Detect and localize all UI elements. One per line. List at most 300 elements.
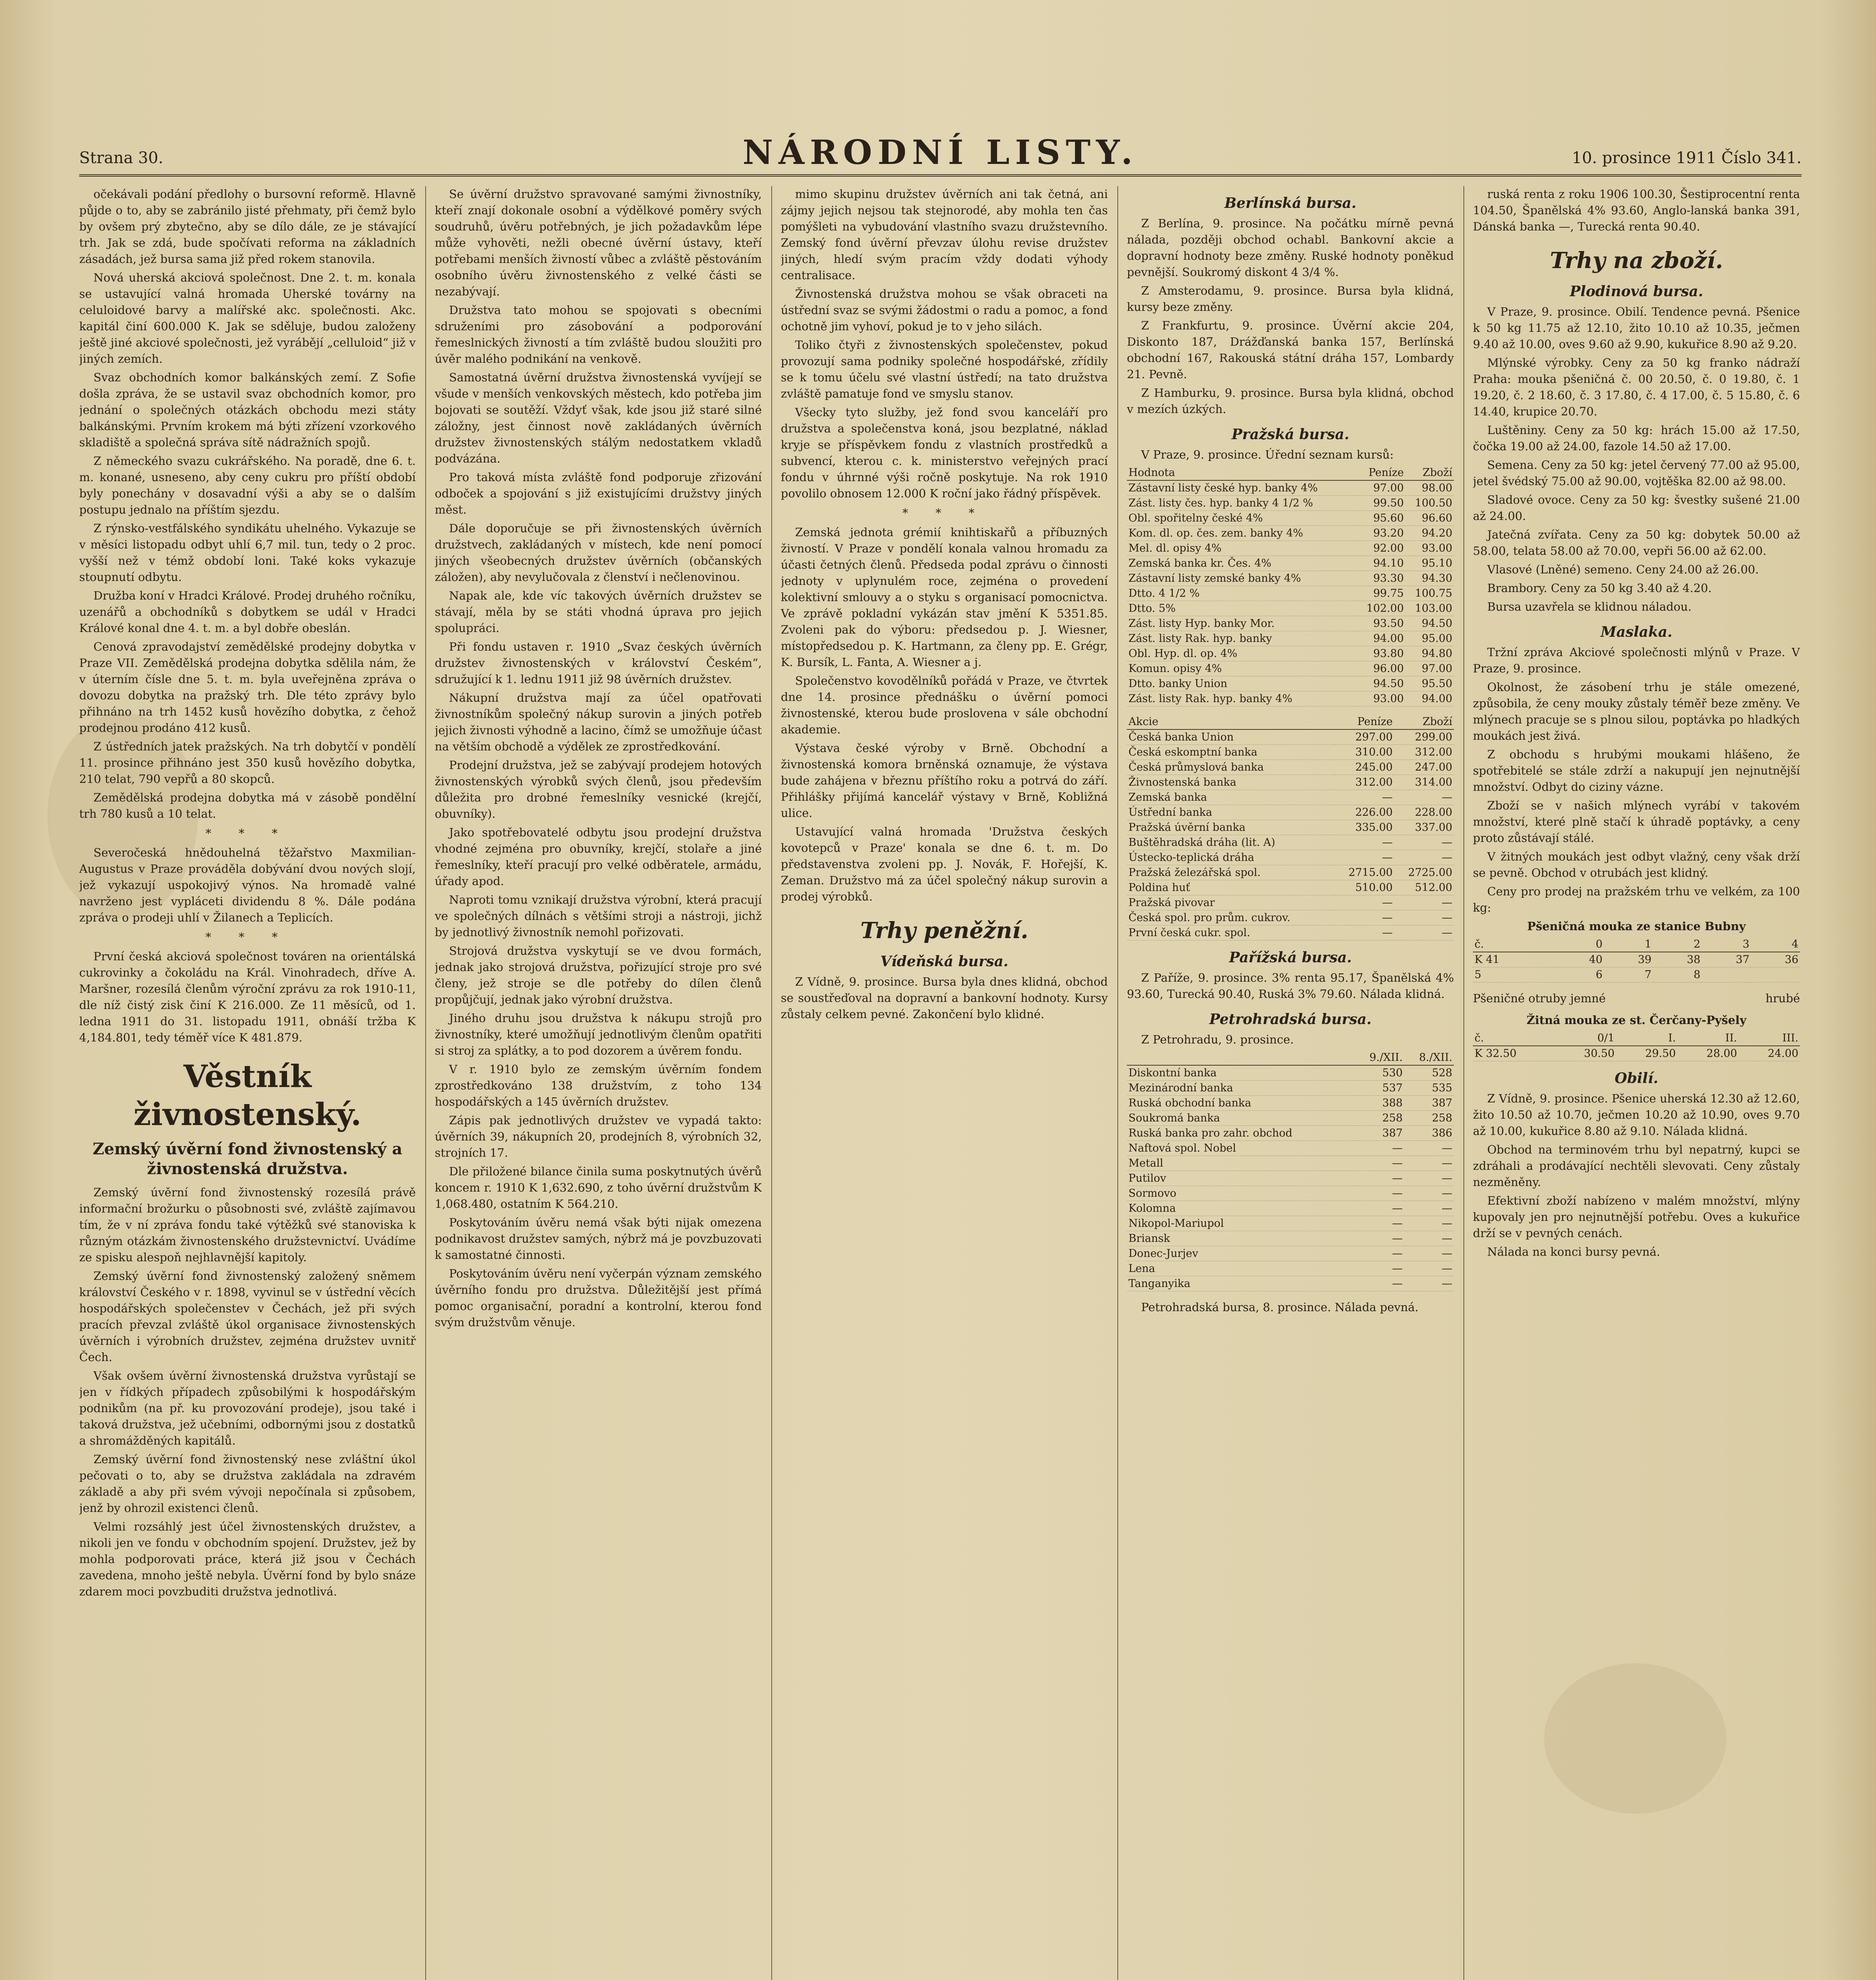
article-paragraph: Z obchodu s hrubými moukami hlášeno, že spotřebitelé se stále zdrží a nakupují jen nejnutnější množství. Odbyt do ciziny vázne. xyxy=(1473,748,1800,794)
table-cell: 94.80 xyxy=(1405,646,1454,661)
column-4 xyxy=(1127,186,1454,1980)
bond-quotes-table xyxy=(1127,465,1454,706)
quote-row xyxy=(1127,496,1454,511)
table-cell: — xyxy=(1404,1261,1454,1276)
table-cell: 100.50 xyxy=(1405,496,1454,511)
table-cell: 28.00 xyxy=(1677,1046,1739,1061)
table-cell: 299.00 xyxy=(1394,729,1454,745)
quote-row xyxy=(1127,1201,1454,1216)
table-header: Zboží xyxy=(1394,714,1454,729)
table-cell: 38 xyxy=(1653,952,1702,967)
quote-row xyxy=(1127,691,1454,706)
table-cell: — xyxy=(1394,895,1454,910)
table-header: Hodnota xyxy=(1127,465,1357,480)
table-cell: 247.00 xyxy=(1394,760,1454,775)
table-cell: Donec-Jurjev xyxy=(1127,1246,1355,1261)
table-cell: — xyxy=(1355,1246,1404,1261)
table-cell: Metall xyxy=(1127,1156,1355,1171)
table-cell: Obl. Hyp. dl. op. 4% xyxy=(1127,646,1357,661)
table-header: Peníze xyxy=(1335,714,1395,729)
table-cell: 93.50 xyxy=(1357,616,1405,631)
wheat-flour-table xyxy=(1473,937,1800,982)
quote-row xyxy=(1127,1261,1454,1276)
quote-row xyxy=(1127,1171,1454,1186)
money-markets-title: Trhy peněžní. xyxy=(860,918,1029,944)
article-paragraph: Z Frankfurtu, 9. prosince. Úvěrní akcie 204, Diskonto 187, Drážďanská banka 157, Berlínská obchodní 167, Rakouská státní dráha 157, Lombardy 21. Pevně. xyxy=(1127,319,1454,381)
table-header: 3 xyxy=(1702,937,1751,952)
prague-exchange-title: Pražská bursa. xyxy=(1231,426,1349,443)
bran-row xyxy=(1473,990,1800,1007)
rye-flour-table xyxy=(1473,1031,1800,1061)
table-cell: — xyxy=(1404,1156,1454,1171)
article-paragraph: Dále doporučuje se při živnostenských úvěrních družstvech, zakládaných v místech, kde není pomocí jiných všeobecných družstev úvěrních (občanských záložen), aby nevylučovala z členství i nečlenovinou. xyxy=(435,522,762,584)
table-cell: — xyxy=(1355,1216,1404,1231)
table-cell: 2725.00 xyxy=(1394,865,1454,880)
table-cell: 8 xyxy=(1653,967,1702,982)
table-cell: — xyxy=(1355,1261,1404,1276)
article-paragraph: očekávali podání předlohy o bursovní reformě. Hlavně půjde o to, aby se zabránilo jisté přehmaty, při čemž bylo by ovšem prý zbytečno, aby se dílo dále, ze je stávající trh. Jak se zdá, bude spočívati reforma na základních zásadách, jež bursa sama již před rokem stanovila. xyxy=(79,187,416,266)
quote-row xyxy=(1127,1156,1454,1171)
table-cell: Putilov xyxy=(1127,1171,1355,1186)
table-cell: 30.50 xyxy=(1555,1046,1616,1061)
article-paragraph: Z rýnsko-vestfálského syndikátu uhelného. Vykazuje se v měsíci listopadu odbyt uhlí 6,7 mil. tun, tedy o 2 proc. vyšší než v témž období loni. Také koks vykazuje stoupnutí odbytu. xyxy=(79,522,416,584)
quote-row xyxy=(1127,729,1454,745)
quote-row xyxy=(1127,661,1454,676)
section-subtitle: Zemský úvěrní fond živnostenský a živnostenská družstva. xyxy=(92,1140,403,1178)
table-cell: Sormovo xyxy=(1127,1186,1355,1201)
notice-paragraph: První česká akciová společnost továren na orientálská cukrovinky a čokoládu na Král. Vinohradech, dříve A. Maršner, rozesílá členům výroční zprávu za rok 1910-11, dle níž čistý zisk činí K 216.000. Ze 11 měsíců, od 1. ledna 1911 do 31. listopadu 1911, obnáší tržba K 4,184.801, tedy téměř více K 481.879. xyxy=(79,950,416,1044)
article-paragraph: Naproti tomu vznikají družstva výrobní, která pracují ve společných dílnách s většími stroji a nástroji, jichž by jednotlivý živnostník nemohl pořizovati. xyxy=(435,893,762,939)
quote-row xyxy=(1127,586,1454,601)
table-cell: 7 xyxy=(1604,967,1653,982)
column-5 xyxy=(1473,186,1800,1980)
table-cell: — xyxy=(1335,790,1395,805)
article-paragraph: Ceny pro prodej na pražském trhu ve velkém, za 100 kg: xyxy=(1473,885,1800,914)
quote-row xyxy=(1127,526,1454,541)
quote-row xyxy=(1127,1111,1454,1126)
table-cell: Ruská banka pro zahr. obchod xyxy=(1127,1126,1355,1141)
table-cell: K 41 xyxy=(1473,952,1555,967)
table-cell: Česká eskomptní banka xyxy=(1127,745,1335,760)
table-cell: — xyxy=(1404,1171,1454,1186)
quote-row xyxy=(1127,835,1454,850)
article-paragraph: V Praze, 9. prosince. Úřední seznam kursů: xyxy=(1141,448,1394,461)
table-header: III. xyxy=(1739,1031,1800,1046)
article-paragraph: Družba koní v Hradci Králové. Prodej druhého ročníku, uzenářů a obchodníků s dobytkem se udál v Hradci Králové konal dne 4. t. m. a byl dobře obeslán. xyxy=(79,589,416,635)
table-header: 2 xyxy=(1653,937,1702,952)
table-cell: Soukromá banka xyxy=(1127,1111,1355,1126)
grain-title: Obilí. xyxy=(1614,1070,1659,1087)
table-cell: 39 xyxy=(1604,952,1653,967)
article-paragraph: Okolnost, že zásobení trhu je stále omezené, způsobila, že ceny mouky zůstaly téměř beze změny. Ve mlýnech pracuje se s plnou silou, poptávka po hladkých moukách jest živá. xyxy=(1473,680,1800,742)
article-paragraph: Z Petrohradu, 9. prosince. xyxy=(1141,1033,1294,1046)
table-cell: 297.00 xyxy=(1335,729,1395,745)
table-cell: 258 xyxy=(1404,1111,1454,1126)
masthead: NÁRODNÍ LISTY. xyxy=(742,133,1138,172)
table-cell: 258 xyxy=(1355,1111,1404,1126)
table-cell: 228.00 xyxy=(1394,805,1454,820)
table-cell: — xyxy=(1404,1186,1454,1201)
table-cell xyxy=(1702,967,1751,982)
table-cell: Zástavní listy české hyp. banky 4% xyxy=(1127,480,1357,496)
article-paragraph: Z Vídně, 9. prosince. Bursa byla dnes klidná, obchod se soustřeďoval na dopravní a bankovní hodnoty. Kursy zůstaly celkem pevné. Zakončení bylo klidné. xyxy=(781,975,1108,1021)
table-cell: Poldina huť xyxy=(1127,880,1335,895)
table-header: 9./XII. xyxy=(1355,1050,1404,1065)
quote-row xyxy=(1127,1081,1454,1096)
table-cell: 100.75 xyxy=(1405,586,1454,601)
notice-paragraph: Výstava české výroby v Brně. Obchodní a živnostenská komora brněnská oznamuje, že výstava bude zahájena v březnu příštího roku a potrvá do září. Přihlášky přijímá kancelář výstavy v Brně, Kobližná ulice. xyxy=(781,741,1108,820)
table-cell: — xyxy=(1404,1141,1454,1156)
table-cell: 388 xyxy=(1355,1096,1404,1111)
table-cell: 99.75 xyxy=(1357,586,1405,601)
table-cell: Zást. listy Rak. hyp. banky xyxy=(1127,631,1357,646)
article-paragraph: Zemský úvěrní fond živnostenský rozesílá právě informační brožurku o působnosti své, zvláště zajímavou tím, že v ní zpráva fondu také výtěžků své stanoviska k různým otázkám živnostenského družstevnictví. Uvádíme ze spisku alespoň nejhlavnější kapitoly. xyxy=(79,1186,416,1264)
article-paragraph: Poskytováním úvěru není vyčerpán význam zemského úvěrního fondu pro družstva. Důležitější jest přímá pomoc organisační, poradní a kontrolní, kterou fond svým družstvům věnuje. xyxy=(435,1267,762,1329)
article-paragraph: Z Amsterodamu, 9. prosince. Bursa byla klidná, kursy beze změny. xyxy=(1127,284,1454,314)
article-paragraph: V žitných moukách jest odbyt vlažný, ceny však drží se pevně. Obchod v otrubách jest klidný. xyxy=(1473,850,1800,880)
quote-row xyxy=(1127,925,1454,940)
table-cell: 314.00 xyxy=(1394,775,1454,790)
article-paragraph: Bursa uzavřela se klidnou náladou. xyxy=(1487,600,1692,613)
table-cell: 510.00 xyxy=(1335,880,1395,895)
table-cell: — xyxy=(1355,1231,1404,1246)
quote-row xyxy=(1127,1216,1454,1231)
table-cell: 99.50 xyxy=(1357,496,1405,511)
quote-row xyxy=(1127,631,1454,646)
table-header: 0 xyxy=(1555,937,1604,952)
table-cell: Kolomna xyxy=(1127,1201,1355,1216)
column-rule xyxy=(1117,186,1118,1980)
table-cell: — xyxy=(1404,1216,1454,1231)
table-header: II. xyxy=(1677,1031,1739,1046)
table-cell: Lena xyxy=(1127,1261,1355,1276)
table-cell: 96.60 xyxy=(1405,511,1454,526)
table-cell: Česká banka Union xyxy=(1127,729,1335,745)
table-header: Zboží xyxy=(1405,465,1454,480)
table-header: č. xyxy=(1473,937,1555,952)
price-row xyxy=(1473,967,1800,982)
quote-row xyxy=(1127,1126,1454,1141)
separator-stars: * * * xyxy=(205,826,289,840)
table-cell: 337.00 xyxy=(1394,820,1454,835)
article-paragraph: Sladové ovoce. Ceny za 50 kg: švestky sušené 21.00 až 24.00. xyxy=(1473,493,1800,523)
notice-paragraph: Severočeská hnědouhelná těžařstvo Maxmilian-Augustus v Praze prováděla dobývání dvou nových slojí, jež vykazují uspokojivý výnos. Na hromadě valné navrženo jest vypláceti dividendu 8 %. Dále podána zpráva o prodeji uhlí v Žilanech a Teplicích. xyxy=(79,846,416,924)
table-cell: 226.00 xyxy=(1335,805,1395,820)
article-paragraph: Zboží se v našich mlýnech vyrábí v takovém množství, které plně stačí k úhradě poptávky, a ceny proto zůstávají stálé. xyxy=(1473,799,1800,845)
rye-flour-title: Žitná mouka ze st. Čerčany-Pyšely xyxy=(1526,1013,1747,1027)
table-cell: 94.00 xyxy=(1357,631,1405,646)
table-cell: Zást. listy čes. hyp. banky 4 1/2 % xyxy=(1127,496,1357,511)
quote-row xyxy=(1127,676,1454,691)
notice-paragraph: Společenstvo kovodělníků pořádá v Praze, ve čtvrtek dne 14. prosince přednášku o úvěrní pomoci živnostenské, kterou bude proslovena v sále obchodní akademie. xyxy=(781,674,1108,736)
table-cell: Zemská banka xyxy=(1127,790,1335,805)
table-cell: — xyxy=(1355,1141,1404,1156)
table-cell: 40 xyxy=(1555,952,1604,967)
table-cell xyxy=(1751,967,1800,982)
table-cell: — xyxy=(1335,910,1395,925)
table-cell: První česká cukr. spol. xyxy=(1127,925,1335,940)
table-cell: 528 xyxy=(1404,1065,1454,1081)
share-quotes-table xyxy=(1127,714,1454,940)
table-cell: Pražská úvěrní banka xyxy=(1127,820,1335,835)
article-paragraph: Pro taková místa zvláště fond podporuje zřizování odboček a spojování s již existujícími družstvy jiných měst. xyxy=(435,470,762,516)
paris-exchange-title: Pařížská bursa. xyxy=(1229,949,1352,966)
bran-value: hrubé xyxy=(1766,992,1800,1005)
quote-row xyxy=(1127,910,1454,925)
table-cell: 94.00 xyxy=(1405,691,1454,706)
table-cell: 97.00 xyxy=(1405,661,1454,676)
article-paragraph: mimo skupinu družstev úvěrních ani tak četná, ani zájmy jejich nejsou tak stejnorodé, aby mohla ten čas pomýšleti na vybudování vlastního svazu družstevního. Zemský fond úvěrní převzav úlohu revise družstev jiných, hledí svým pracím vždy dodati výhody centralisace. xyxy=(781,187,1108,282)
article-paragraph: Efektivní zboží nabízeno v malém množství, mlýny kupovaly jen pro nejnutnější potřebu. Oves a kukuřice drží se v pevných cenách. xyxy=(1473,1194,1800,1240)
article-paragraph: Obchod na terminovém trhu byl nepatrný, kupci se zdráhali a prodávající nechtěli slevovati. Ceny zůstaly nezměněny. xyxy=(1473,1143,1800,1189)
table-cell: — xyxy=(1355,1276,1404,1291)
table-cell: 2715.00 xyxy=(1335,865,1395,880)
article-paragraph: Z německého svazu cukrářského. Na poradě, dne 6. t. m. konané, usneseno, aby ceny cukru pro příští období byly ponechány v dosavadní výši a aby se o dalším postupu jednalo na příštím sjezdu. xyxy=(79,454,416,516)
table-cell: 245.00 xyxy=(1335,760,1395,775)
page-number: Strana 30. xyxy=(79,149,164,167)
article-paragraph: Nová uherská akciová společnost. Dne 2. t. m. konala se ustavující valná hromada Uherské továrny na celuloidové barvy a malířské akc. společnosti. Akc. kapitál činí 600.000 K. Jak se sděluje, budou založeny ještě jiné akciové společnosti, jež vyrábějí „celluloid“ již v jiných zemích. xyxy=(79,271,416,366)
table-cell: Nikopol-Mariupol xyxy=(1127,1216,1355,1231)
mill-report-title: Maslaka. xyxy=(1600,624,1672,640)
table-cell: 335.00 xyxy=(1335,820,1395,835)
table-cell: — xyxy=(1404,1246,1454,1261)
column-2 xyxy=(435,186,762,1980)
quote-row xyxy=(1127,571,1454,586)
article-paragraph: Vlasové (Lněné) semeno. Ceny 24.00 až 26.00. xyxy=(1487,563,1759,576)
table-cell: 95.50 xyxy=(1405,676,1454,691)
quote-row xyxy=(1127,775,1454,790)
produce-exchange-title: Plodinová bursa. xyxy=(1570,283,1703,300)
table-cell: Diskontní banka xyxy=(1127,1065,1355,1081)
quote-row xyxy=(1127,480,1454,496)
petersburg-quotes-table xyxy=(1127,1050,1454,1291)
table-header: č. xyxy=(1473,1031,1555,1046)
article-paragraph: Cenová zpravodajství zemědělské prodejny dobytka v Praze VII. Zemědělská prodejna dobytka sdělila nám, že v úterním čísle dne 5. t. m. byla uveřejněna zpráva o dovozu dobytka na pražský trh. Dle této zprávy bylo přihnáno na trh 1452 kusů hovězího dobytka, z čehož prodejnou prodáno 412 kusů. xyxy=(79,640,416,735)
page-header xyxy=(79,131,1802,177)
table-cell: — xyxy=(1394,925,1454,940)
commodity-markets-title: Trhy na zboží. xyxy=(1550,248,1723,274)
table-cell: 93.30 xyxy=(1357,571,1405,586)
table-cell: 93.80 xyxy=(1357,646,1405,661)
table-cell: — xyxy=(1404,1231,1454,1246)
article-paragraph: Tržní zpráva Akciové společnosti mlýnů v Praze. V Praze, 9. prosince. xyxy=(1473,645,1800,675)
quote-row xyxy=(1127,646,1454,661)
quote-row xyxy=(1127,880,1454,895)
notice-paragraph: Zemská jednota grémií knihtiskařů a příbuzných živností. V Praze v pondělí konala valnou hromadu za účasti četných členů. Předseda podal zprávu o činnosti jednoty v uplynulém roce, zejména o provedení kolektivní smlouvy a o styku s organisací pomocnictva. Ve zprávě pokladní vykázán stav jmění K 5351.85. Zvoleni pak do výboru: předsedou p. J. Wiesner, místopředsedou p. K. Hartmann, za členy pp. E. Grégr, K. Bursík, L. Fanta, A. Wiesner a j. xyxy=(781,525,1108,669)
article-paragraph: Jako spotřebovatelé odbytu jsou prodejní družstva vhodné zejména pro obuvníky, krejčí, stolaře a jiné řemeslníky, kteří pracují pro velké odběratele, armádu, úřady apod. xyxy=(435,826,762,888)
table-header: 4 xyxy=(1751,937,1800,952)
quote-row xyxy=(1127,556,1454,571)
table-cell: 95.60 xyxy=(1357,511,1405,526)
quote-row xyxy=(1127,760,1454,775)
article-paragraph: Z Paříže, 9. prosince. 3% renta 95.17, Španělská 4% 93.60, Turecká 90.40, Ruská 3% 79.60. Nálada klidná. xyxy=(1127,971,1454,1001)
table-cell: 36 xyxy=(1751,952,1800,967)
notice-paragraph: Ustavující valná hromada 'Družstva českých kovotepců v Praze' konala se dne 6. t. m. Do představenstva zvoleni pp. J. Novák, F. Hořejší, K. Zeman. Družstvo má za účel společný nákup surovin a prodej výrobků. xyxy=(781,825,1108,903)
table-cell: — xyxy=(1335,850,1395,865)
article-paragraph: ruská renta z roku 1906 100.30, Šestiprocentní renta 104.50, Španělská 4% 93.60, Anglo-lanská banka 391, Dánská banka —, Turecká renta 90.40. xyxy=(1473,187,1800,233)
article-paragraph: Napak ale, kde víc takových úvěrních družstev se stávají, měla by se státi vhodná úprava pro jejich spolupráci. xyxy=(435,589,762,635)
article-paragraph: Z Vídně, 9. prosince. Pšenice uherská 12.30 až 12.60, žito 10.50 až 10.70, ječmen 10.20 až 10.90, oves 9.70 až 10.00, kukuřice 8.80 až 9.10. Nálada klidná. xyxy=(1473,1092,1800,1138)
article-paragraph: Při fondu ustaven r. 1910 „Svaz českých úvěrních družstev živnostenských v království Českém“, sdružující k 1. lednu 1911 již 98 úvěrních družstev. xyxy=(435,640,762,686)
table-cell: Buštěhradská dráha (lit. A) xyxy=(1127,835,1335,850)
table-cell: Dtto. 4 1/2 % xyxy=(1127,586,1357,601)
article-paragraph: Prodejní družstva, jež se zabývají prodejem hotových živnostenských výrobků svých členů, jsou především důležita pro drobné řemeslníky vesnické (krejčí, obuvníky). xyxy=(435,758,762,821)
article-paragraph: Všecky tyto služby, jež fond svou kanceláří pro družstva a společenstva koná, jsou bezplatné, náklad kryje se příspěvkem fondu z vlastních prostředků a subvencí, kterou c. k. ministerstvo veřejných prací fondu v úhrnné výši ročně poskytuje. Na rok 1910 povolilo obnosem 12.000 K roční jako řádný příspěvek. xyxy=(781,406,1108,500)
table-cell: — xyxy=(1335,925,1395,940)
article-paragraph: Z ústředních jatek pražských. Na trh dobytčí v pondělí 11. prosince přihnáno jest 350 kusů hovězího dobytka, 210 telat, 790 vepřů a 80 skopců. xyxy=(79,740,416,786)
table-cell: 512.00 xyxy=(1394,880,1454,895)
table-cell: Živnostenská banka xyxy=(1127,775,1335,790)
article-paragraph: Zemský úvěrní fond živnostenský založený sněmem království Českého v r. 1898, vyvinul se v ústřední věcích hospodářských společenstev v Čechách, jež při svých pracích převzal zvláště úkol organisace živnostenských úvěrních i výrobních družstev, zejména družstev uvnitř Čech. xyxy=(79,1269,416,1364)
berlin-exchange-title: Berlínská bursa. xyxy=(1224,195,1357,211)
quote-row xyxy=(1127,601,1454,616)
table-cell: 98.00 xyxy=(1405,480,1454,496)
article-paragraph: Z Hamburku, 9. prosince. Bursa byla klidná, obchod v mezích úzkých. xyxy=(1127,386,1454,416)
table-cell: — xyxy=(1394,910,1454,925)
quote-row xyxy=(1127,865,1454,880)
quote-row xyxy=(1127,1231,1454,1246)
table-header: 1 xyxy=(1604,937,1653,952)
table-cell: Dtto. banky Union xyxy=(1127,676,1357,691)
table-cell: Česká spol. pro prům. cukrov. xyxy=(1127,910,1335,925)
article-paragraph: Poskytováním úvěru nemá však býti nijak omezena podnikavost družstev samých, nýbrž má je povzbuzovati k samostatné činnosti. xyxy=(435,1216,762,1262)
table-cell: 94.50 xyxy=(1405,616,1454,631)
table-cell: 92.00 xyxy=(1357,541,1405,556)
petersburg-exchange-title: Petrohradská bursa. xyxy=(1209,1011,1372,1028)
table-header xyxy=(1127,1050,1355,1065)
table-header: Peníze xyxy=(1357,465,1405,480)
article-paragraph: Však ovšem úvěrní živnostenská družstva vyrůstají se jen v řídkých případech způsobilými k hospodářským podnikům (na př. ku provozování prodeje), jsou také i taková družstva, jež učebními, odbornými jsou z dostatků a shromážděných kapitálů. xyxy=(79,1369,416,1447)
table-cell: 102.00 xyxy=(1357,601,1405,616)
table-cell: 537 xyxy=(1355,1081,1404,1096)
quote-row xyxy=(1127,790,1454,805)
table-cell: 387 xyxy=(1404,1096,1454,1111)
table-cell: — xyxy=(1355,1201,1404,1216)
table-cell: Zást. listy Hyp. banky Mor. xyxy=(1127,616,1357,631)
table-cell: Pražská pivovar xyxy=(1127,895,1335,910)
table-cell: Zástavní listy zemské banky 4% xyxy=(1127,571,1357,586)
article-paragraph: Velmi rozsáhlý jest účel živnostenských družstev, a nikoli jen ve fondu v obchodním spojení. Družstev, jež by mohla podporovati práce, která již jsou v Čechách zavedena, mnoho ještě nebyla. Úvěrní fond by bylo snáze zdarem moci povzbuditi družstva jednotlivá. xyxy=(79,1520,416,1598)
article-paragraph: Semena. Ceny za 50 kg: jetel červený 77.00 až 95.00, jetel švédský 75.00 až 90.00, vojtěška 82.00 až 98.00. xyxy=(1473,458,1800,488)
table-cell: Dtto. 5% xyxy=(1127,601,1357,616)
article-paragraph: Zemědělská prodejna dobytka má v zásobě pondělní trh 780 kusů a 10 telat. xyxy=(79,791,416,821)
section-title: Věstník živnostenský. xyxy=(133,1059,362,1133)
separator-stars: * * * xyxy=(902,506,986,520)
quote-row xyxy=(1127,895,1454,910)
article-paragraph: V r. 1910 bylo ze zemským úvěrním fondem zprostředkováno 138 družstvím, z toho 134 hospodářských a 145 úvěrních družstev. xyxy=(435,1062,762,1108)
quote-row xyxy=(1127,820,1454,835)
article-paragraph: Zemský úvěrní fond živnostenský nese zvláštní úkol pečovati o to, aby se družstva zakládala na zdravém základě a aby při svém vývoji nepočínala si způsobem, jenž by ohrozil existenci členů. xyxy=(79,1453,416,1515)
table-cell: 103.00 xyxy=(1405,601,1454,616)
table-cell: Kom. dl. op. čes. zem. banky 4% xyxy=(1127,526,1357,541)
table-cell: K 32.50 xyxy=(1473,1046,1555,1061)
column-rule xyxy=(771,186,772,1980)
table-cell: 386 xyxy=(1404,1126,1454,1141)
table-cell: Zemská banka kr. Čes. 4% xyxy=(1127,556,1357,571)
article-paragraph: Zápis pak jednotlivých družstev ve vypadá takto: úvěrních 39, nákupních 20, prodejních 8, výrobních 32, strojních 17. xyxy=(435,1114,762,1159)
price-row xyxy=(1473,952,1800,967)
article-paragraph: Toliko čtyři z živnostenských společenstev, pokud provozují sama podniky společné hospodářské, zřídily se k tomu účelu své vlastní ústředí; na tato družstva zvláště pamatuje fond ve smyslu stanov. xyxy=(781,338,1108,400)
table-cell: 95.10 xyxy=(1405,556,1454,571)
table-header: I. xyxy=(1616,1031,1678,1046)
table-cell: 29.50 xyxy=(1616,1046,1678,1061)
table-cell: Ruská obchodní banka xyxy=(1127,1096,1355,1111)
article-paragraph: Brambory. Ceny za 50 kg 3.40 až 4.20. xyxy=(1487,581,1712,595)
quote-row xyxy=(1127,541,1454,556)
table-cell: 37 xyxy=(1702,952,1751,967)
table-cell: 94.10 xyxy=(1357,556,1405,571)
table-cell: Zást. listy Rak. hyp. banky 4% xyxy=(1127,691,1357,706)
table-cell: 387 xyxy=(1355,1126,1404,1141)
table-cell: — xyxy=(1335,835,1395,850)
quote-row xyxy=(1127,745,1454,760)
table-cell: 96.00 xyxy=(1357,661,1405,676)
article-paragraph: Nákupní družstva mají za účel opatřovati živnostníkům společný nákup surovin a jiných potřeb jejich živnosti výhodně a lacino, čímž se umožňuje účast na větším obchodě a výdělek ze zprostředkování. xyxy=(435,691,762,753)
quote-row xyxy=(1127,1186,1454,1201)
table-cell: 94.20 xyxy=(1405,526,1454,541)
article-paragraph: Petrohradská bursa, 8. prosince. Nálada pevná. xyxy=(1141,1300,1419,1314)
issue-date: 10. prosince 1911 Číslo 341. xyxy=(1572,149,1802,167)
column-rule xyxy=(425,186,426,1980)
separator-stars: * * * xyxy=(205,930,289,944)
table-cell: 95.00 xyxy=(1405,631,1454,646)
table-cell: 93.20 xyxy=(1357,526,1405,541)
vienna-exchange-title: Vídeňská bursa. xyxy=(880,953,1008,970)
article-paragraph: Samostatná úvěrní družstva živnostenská vyvíjejí se všude v menších venkovských městech, kdo potřeba jim bojovati se soutěží. Vždyť však, kde jsou již staré silné záložny, jest činnost nově zakládaných úvěrních družstev živnostenských stálým nedostatkem vkladů podvázána. xyxy=(435,371,762,465)
table-cell: 94.50 xyxy=(1357,676,1405,691)
column-3 xyxy=(781,186,1108,1980)
table-cell: Komun. opisy 4% xyxy=(1127,661,1357,676)
table-header: 0/1 xyxy=(1555,1031,1616,1046)
article-paragraph: Jatečná zvířata. Ceny za 50 kg: dobytek 50.00 až 58.00, telata 58.00 až 70.00, vepři 56.00 až 62.00. xyxy=(1473,528,1800,558)
article-paragraph: Se úvěrní družstvo spravované samými živnostníky, kteří znají dokonale osobní a výdělkové poměry svých soudruhů, úvěru potřebných, je jich požadavkům lépe může vyhověti, nežli obecné úvěrní ústavy, kteří potřebami menších živností vůbec a zvláště pěstováním osobního úvěru živnostenského z velké části se nezabývají. xyxy=(435,187,762,298)
table-cell: 6 xyxy=(1555,967,1604,982)
quote-row xyxy=(1127,1141,1454,1156)
table-cell: 24.00 xyxy=(1739,1046,1800,1061)
table-cell: — xyxy=(1394,835,1454,850)
price-row xyxy=(1473,1046,1800,1061)
article-paragraph: Jiného druhu jsou družstva k nákupu strojů pro živnostníky, které umožňují jednotlivým členům opatřiti si stroj za splátky, a to pod dozorem a úvěrem fondu. xyxy=(435,1011,762,1057)
quote-row xyxy=(1127,1246,1454,1261)
column-rule xyxy=(1463,186,1464,1980)
table-cell: — xyxy=(1394,850,1454,865)
table-cell: — xyxy=(1404,1276,1454,1291)
table-cell: 94.30 xyxy=(1405,571,1454,586)
article-paragraph: Luštěniny. Ceny za 50 kg: hrách 15.00 až 17.50, čočka 19.00 až 24.00, fazole 14.50 až 17.00. xyxy=(1473,423,1800,453)
table-cell: Naftová spol. Nobel xyxy=(1127,1141,1355,1156)
quote-row xyxy=(1127,616,1454,631)
table-cell: Ústřední banka xyxy=(1127,805,1335,820)
article-paragraph: V Praze, 9. prosince. Obilí. Tendence pevná. Pšenice k 50 kg 11.75 až 12.10, žito 10.10 až 10.35, ječmen 9.40 až 10.00, oves 9.60 až 9.90, kukuřice 8.90 až 9.20. xyxy=(1473,305,1800,351)
quote-row xyxy=(1127,805,1454,820)
table-cell: Mezinárodní banka xyxy=(1127,1081,1355,1096)
flour-table-title: Pšeničná mouka ze stanice Bubny xyxy=(1527,920,1746,933)
article-paragraph: Živnostenská družstva mohou se však obraceti na ústřední svaz se svými žádostmi o radu a pomoc, a fond ochotně jim vyhoví, pokud je to v jeho silách. xyxy=(781,287,1108,333)
article-paragraph: Družstva tato mohou se spojovati s obecními sdruženími pro zásobování a podporování řemeslnických živností a tím zvláště budou sloužiti pro úvěr malého podnikání na venkově. xyxy=(435,303,762,366)
table-cell: — xyxy=(1335,895,1395,910)
table-cell: 310.00 xyxy=(1335,745,1395,760)
table-cell: 5 xyxy=(1473,967,1555,982)
quote-row xyxy=(1127,511,1454,526)
table-cell: 97.00 xyxy=(1357,480,1405,496)
table-cell: Mel. dl. opisy 4% xyxy=(1127,541,1357,556)
quote-row xyxy=(1127,850,1454,865)
table-cell: Obl. spořitelny české 4% xyxy=(1127,511,1357,526)
table-cell: — xyxy=(1394,790,1454,805)
table-cell: — xyxy=(1355,1171,1404,1186)
table-cell: Ústecko-teplická dráha xyxy=(1127,850,1335,865)
table-cell: 530 xyxy=(1355,1065,1404,1081)
